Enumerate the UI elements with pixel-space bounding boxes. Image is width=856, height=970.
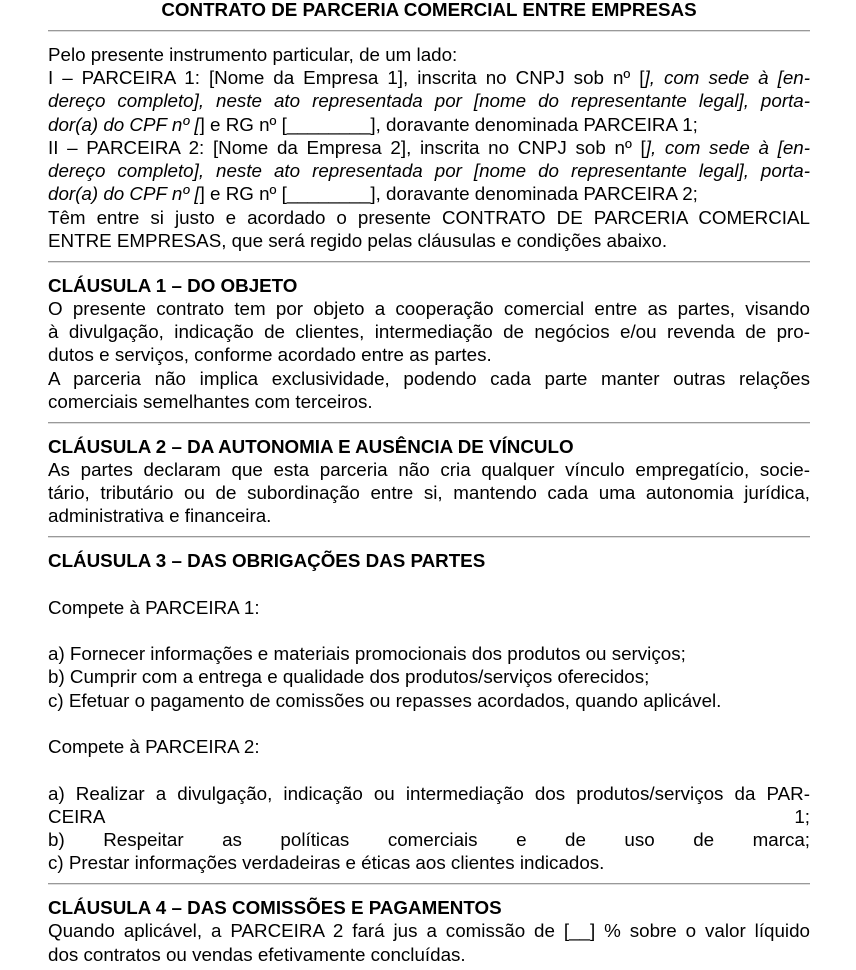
text-line xyxy=(48,782,810,805)
text-run: O presente contrato tem por objeto a cooperação comercial entre as partes, visando xyxy=(48,297,810,319)
text-run: ] e RG nº [________], doravante denominada PARCEIRA 1; xyxy=(199,113,698,135)
section-divider xyxy=(48,536,810,538)
blank-line xyxy=(48,712,810,735)
text-line xyxy=(48,343,810,366)
text-line xyxy=(48,89,810,112)
text-line xyxy=(48,229,810,252)
text-run: Têm entre si justo e acordado o presente CONTRATO DE PARCERIA COMERCIAL xyxy=(48,206,810,228)
text-run: II – PARCEIRA 2: [Nome da Empresa 2], inscrita no CNPJ sob nº [ xyxy=(48,136,646,158)
text-run: As partes declaram que esta parceria não cria qualquer vínculo empregatício, socie- xyxy=(48,458,810,480)
text-line xyxy=(48,43,810,66)
text-line xyxy=(48,320,810,343)
text-run: CLÁUSULA 1 – DO OBJETO xyxy=(48,274,298,296)
text-line xyxy=(48,805,810,828)
text-run: dos contratos ou vendas efetivamente concluídas. xyxy=(48,943,466,965)
text-run: b) Respeitar as políticas comerciais e de uso de marca; xyxy=(48,829,810,850)
text-run: a) Fornecer informações e materiais promocionais dos produtos ou serviços; xyxy=(48,643,686,664)
text-line xyxy=(48,159,810,182)
text-run: Compete à PARCEIRA 1: xyxy=(48,596,260,618)
section-divider xyxy=(48,30,810,32)
text-line xyxy=(48,182,810,205)
text-run: Compete à PARCEIRA 2: xyxy=(48,736,260,757)
text-run: A parceria não implica exclusividade, podendo cada parte manter outras relações xyxy=(48,367,810,389)
document-body xyxy=(48,30,810,966)
text-run: CLÁUSULA 2 – DA AUTONOMIA E AUSÊNCIA DE VÍNCULO xyxy=(48,435,574,457)
text-run: comerciais semelhantes com terceiros. xyxy=(48,390,373,412)
text-line xyxy=(48,828,810,851)
clause-heading xyxy=(48,896,810,919)
text-line xyxy=(48,919,810,942)
blank-line xyxy=(48,758,810,781)
clause-heading xyxy=(48,549,810,572)
text-line xyxy=(48,943,810,966)
section-divider xyxy=(48,261,810,263)
text-run: dutos e serviços, conforme acordado entre as partes. xyxy=(48,344,492,366)
text-line xyxy=(48,665,810,688)
text-line xyxy=(48,689,810,712)
text-line xyxy=(48,136,810,159)
section-divider xyxy=(48,883,810,885)
document-title: CONTRATO DE PARCERIA COMERCIAL ENTRE EMPRESAS xyxy=(161,0,697,20)
italic-text-run: dor(a) do CPF nº [ xyxy=(48,113,200,135)
text-run: ENTRE EMPRESAS, que será regido pelas cláusulas e condições abaixo. xyxy=(48,229,668,251)
text-line xyxy=(48,735,810,758)
italic-text-run: ], com sede à [en- xyxy=(644,67,811,88)
text-line xyxy=(48,297,810,320)
text-line xyxy=(48,390,810,413)
section-divider xyxy=(48,422,810,424)
text-line xyxy=(48,481,810,504)
text-run: administrativa e financeira. xyxy=(48,505,272,527)
clause-heading xyxy=(48,274,810,297)
italic-text-run: dereço completo], neste ato representada por [nome do representante legal], porta- xyxy=(48,160,810,181)
text-run: c) Prestar informações verdadeiras e éticas aos clientes indicados. xyxy=(48,852,605,874)
italic-text-run: dereço completo], neste ato representada por [nome do representante legal], porta- xyxy=(48,90,810,112)
text-run: tário, tributário ou de subordinação entre si, mantendo cada uma autonomia jurídica, xyxy=(48,482,810,503)
blank-line xyxy=(48,572,810,595)
text-run: ] e RG nº [________], doravante denominada PARCEIRA 2; xyxy=(199,183,698,205)
text-run: Pelo presente instrumento particular, de um lado: xyxy=(48,43,458,65)
text-line xyxy=(48,851,810,874)
text-line xyxy=(48,504,810,527)
italic-text-run: dor(a) do CPF nº [ xyxy=(48,183,200,205)
text-run: a) Realizar a divulgação, indicação ou intermediação dos produtos/serviços da PAR- xyxy=(48,782,810,804)
text-run: CEIRA 1; xyxy=(48,805,810,827)
text-line xyxy=(48,596,810,619)
text-run: CLÁUSULA 3 – DAS OBRIGAÇÕES DAS PARTES xyxy=(48,550,486,571)
text-run: I – PARCEIRA 1: [Nome da Empresa 1], inscrita no CNPJ sob nº [ xyxy=(48,67,645,88)
text-line xyxy=(48,66,810,89)
text-line xyxy=(48,113,810,136)
text-run: b) Cumprir com a entrega e qualidade dos produtos/serviços oferecidos; xyxy=(48,666,650,688)
text-line xyxy=(48,458,810,481)
text-line xyxy=(48,206,810,229)
text-run: à divulgação, indicação de clientes, intermediação de negócios e/ou revenda de pro- xyxy=(48,321,810,342)
blank-line xyxy=(48,619,810,642)
clause-heading xyxy=(48,435,810,458)
italic-text-run: ], com sede à [en- xyxy=(645,136,810,158)
text-run: c) Efetuar o pagamento de comissões ou repasses acordados, quando aplicável. xyxy=(48,689,722,711)
text-line xyxy=(48,367,810,390)
text-run: Quando aplicável, a PARCEIRA 2 fará jus a comissão de [__] % sobre o valor líquido xyxy=(48,920,810,942)
text-line xyxy=(48,642,810,665)
text-run: CLÁUSULA 4 – DAS COMISSÕES E PAGAMENTOS xyxy=(48,897,502,918)
